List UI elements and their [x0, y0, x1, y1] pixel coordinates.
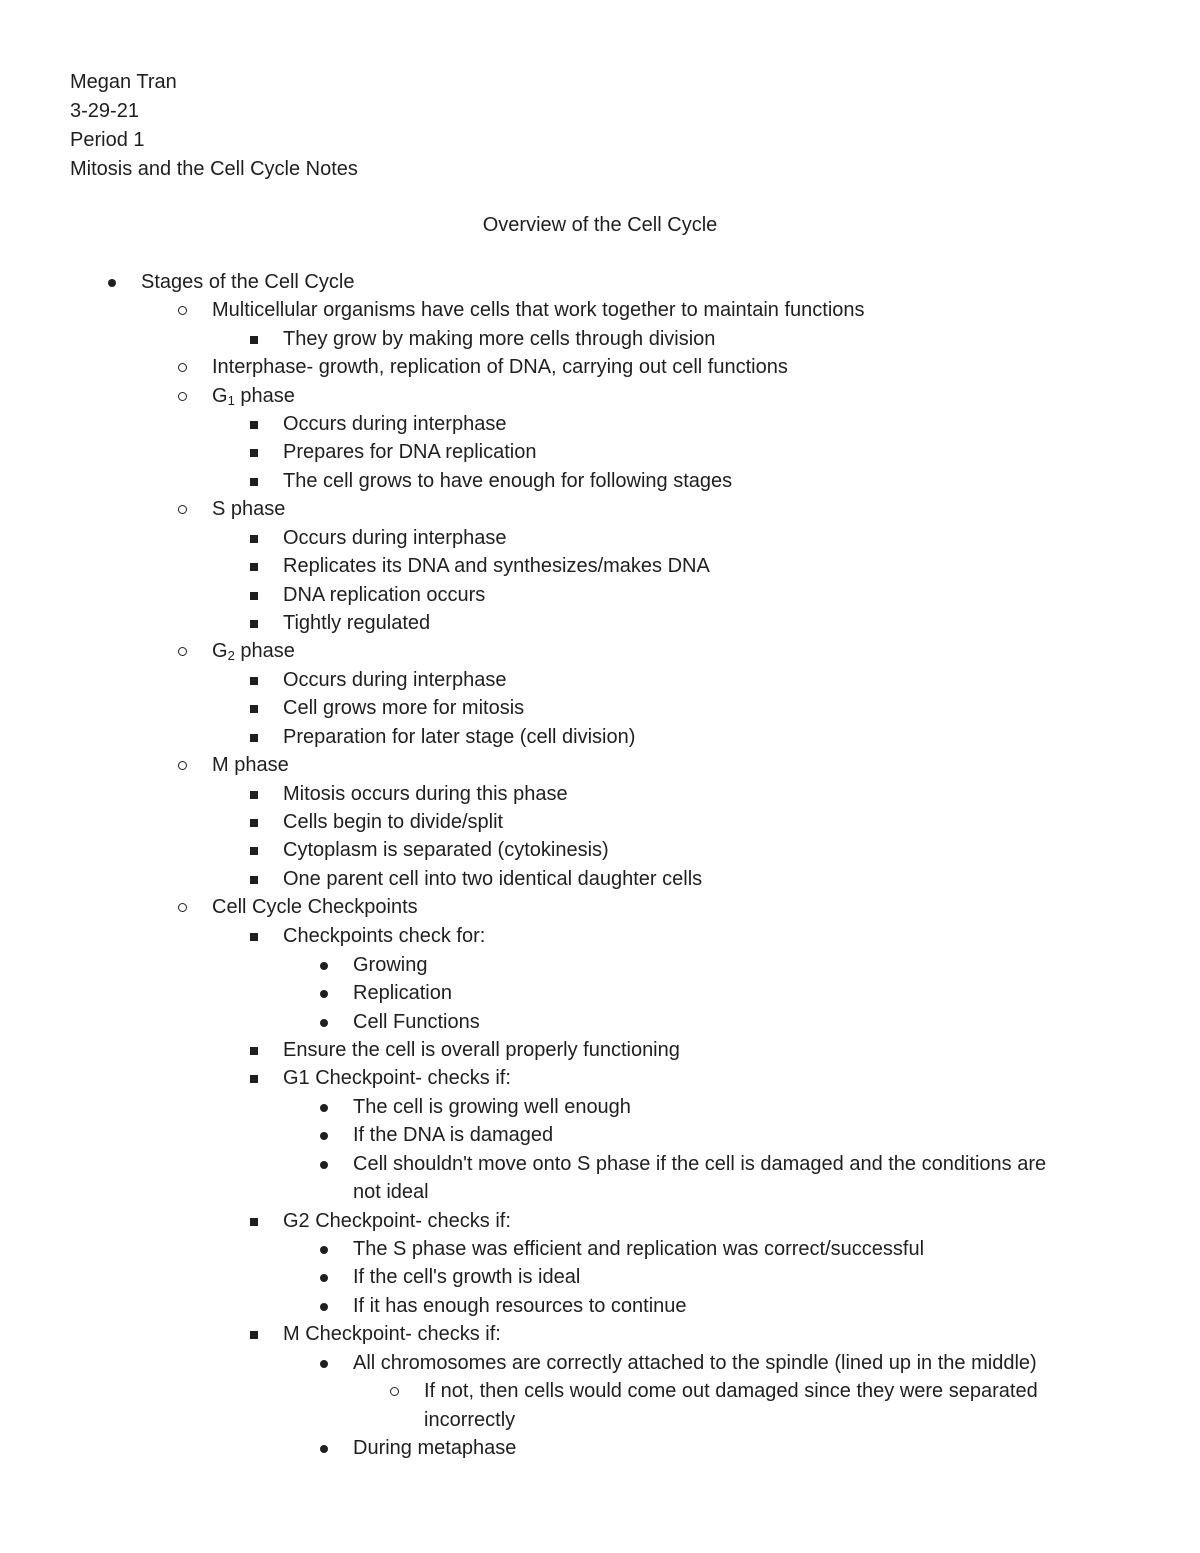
disc-bullet-icon — [320, 1132, 328, 1140]
square-bullet-icon — [250, 1331, 258, 1339]
disc-bullet-icon — [320, 1019, 328, 1027]
class-period: Period 1 — [70, 129, 145, 151]
list-item: DNA replication occurs — [283, 581, 485, 610]
disc-bullet-icon — [108, 279, 116, 287]
square-bullet-icon — [250, 1218, 258, 1226]
list-item: If the DNA is damaged — [353, 1121, 553, 1150]
list-item: G1 Checkpoint- checks if: — [283, 1064, 511, 1093]
list-item: Growing — [353, 951, 427, 980]
list-item: $G_1$ phase — [212, 382, 295, 411]
square-bullet-icon — [250, 734, 258, 742]
list-item: During metaphase — [353, 1434, 516, 1463]
document-title: Mitosis and the Cell Cycle Notes — [70, 158, 358, 180]
list-item-continuation: not ideal — [353, 1181, 429, 1203]
square-bullet-icon — [250, 478, 258, 486]
list-item: They grow by making more cells through division — [283, 325, 715, 354]
disc-bullet-icon — [320, 1303, 328, 1311]
disc-bullet-icon — [320, 1360, 328, 1368]
list-item: All chromosomes are correctly attached to the spindle (lined up in the middle) — [353, 1349, 1037, 1378]
list-item: Stages of the Cell Cycle — [141, 268, 354, 297]
circle-bullet-icon — [178, 647, 187, 656]
list-item: The cell is growing well enough — [353, 1093, 631, 1122]
square-bullet-icon — [250, 677, 258, 685]
circle-bullet-icon — [178, 761, 187, 770]
list-item: One parent cell into two identical daughter cells — [283, 865, 702, 894]
square-bullet-icon — [250, 705, 258, 713]
list-item: M phase — [212, 751, 289, 780]
list-item: $G_2$ phase — [212, 637, 295, 666]
list-item: Cell Cycle Checkpoints — [212, 893, 418, 922]
square-bullet-icon — [250, 563, 258, 571]
list-item: Cell Functions — [353, 1008, 480, 1037]
section-heading: Overview of the Cell Cycle — [482, 214, 718, 236]
list-item: Prepares for DNA replication — [283, 438, 536, 467]
list-item: G2 Checkpoint- checks if: — [283, 1207, 511, 1236]
square-bullet-icon — [250, 847, 258, 855]
list-item: Ensure the cell is overall properly functioning — [283, 1036, 680, 1065]
square-bullet-icon — [250, 449, 258, 457]
list-item: Cells begin to divide/split — [283, 808, 503, 837]
disc-bullet-icon — [320, 1161, 328, 1169]
list-item: Occurs during interphase — [283, 666, 506, 695]
circle-bullet-icon — [178, 505, 187, 514]
circle-bullet-icon — [390, 1387, 399, 1396]
disc-bullet-icon — [320, 990, 328, 998]
list-item: Mitosis occurs during this phase — [283, 780, 568, 809]
square-bullet-icon — [250, 592, 258, 600]
list-item: Multicellular organisms have cells that work together to maintain functions — [212, 296, 865, 325]
list-item: Cell shouldn't move onto S phase if the cell is damaged and the conditions are — [353, 1150, 1046, 1179]
author-name: Megan Tran — [70, 71, 177, 93]
circle-bullet-icon — [178, 392, 187, 401]
list-item: M Checkpoint- checks if: — [283, 1320, 501, 1349]
circle-bullet-icon — [178, 903, 187, 912]
disc-bullet-icon — [320, 1246, 328, 1254]
list-item: Cell grows more for mitosis — [283, 694, 524, 723]
disc-bullet-icon — [320, 1104, 328, 1112]
circle-bullet-icon — [178, 306, 187, 315]
square-bullet-icon — [250, 791, 258, 799]
square-bullet-icon — [250, 620, 258, 628]
square-bullet-icon — [250, 336, 258, 344]
square-bullet-icon — [250, 1047, 258, 1055]
circle-bullet-icon — [178, 363, 187, 372]
list-item: Preparation for later stage (cell division) — [283, 723, 635, 752]
list-item: S phase — [212, 495, 285, 524]
square-bullet-icon — [250, 933, 258, 941]
list-item: The S phase was efficient and replication was correct/successful — [353, 1235, 924, 1264]
list-item: Occurs during interphase — [283, 524, 506, 553]
list-item: If not, then cells would come out damaged since they were separated — [424, 1377, 1038, 1406]
list-item: Tightly regulated — [283, 609, 430, 638]
list-item: Cytoplasm is separated (cytokinesis) — [283, 836, 609, 865]
list-item-continuation: incorrectly — [424, 1409, 516, 1431]
list-item: Replication — [353, 979, 452, 1008]
square-bullet-icon — [250, 819, 258, 827]
disc-bullet-icon — [320, 1445, 328, 1453]
square-bullet-icon — [250, 1075, 258, 1083]
square-bullet-icon — [250, 535, 258, 543]
list-item: If it has enough resources to continue — [353, 1292, 687, 1321]
disc-bullet-icon — [320, 962, 328, 970]
list-item: Occurs during interphase — [283, 410, 506, 439]
square-bullet-icon — [250, 421, 258, 429]
list-item: Replicates its DNA and synthesizes/makes DNA — [283, 552, 710, 581]
disc-bullet-icon — [320, 1274, 328, 1282]
date: 3-29-21 — [70, 100, 139, 122]
list-item: The cell grows to have enough for following stages — [283, 467, 732, 496]
list-item: Checkpoints check for: — [283, 922, 485, 951]
square-bullet-icon — [250, 876, 258, 884]
list-item: If the cell's growth is ideal — [353, 1263, 580, 1292]
list-item: Interphase- growth, replication of DNA, carrying out cell functions — [212, 353, 788, 382]
